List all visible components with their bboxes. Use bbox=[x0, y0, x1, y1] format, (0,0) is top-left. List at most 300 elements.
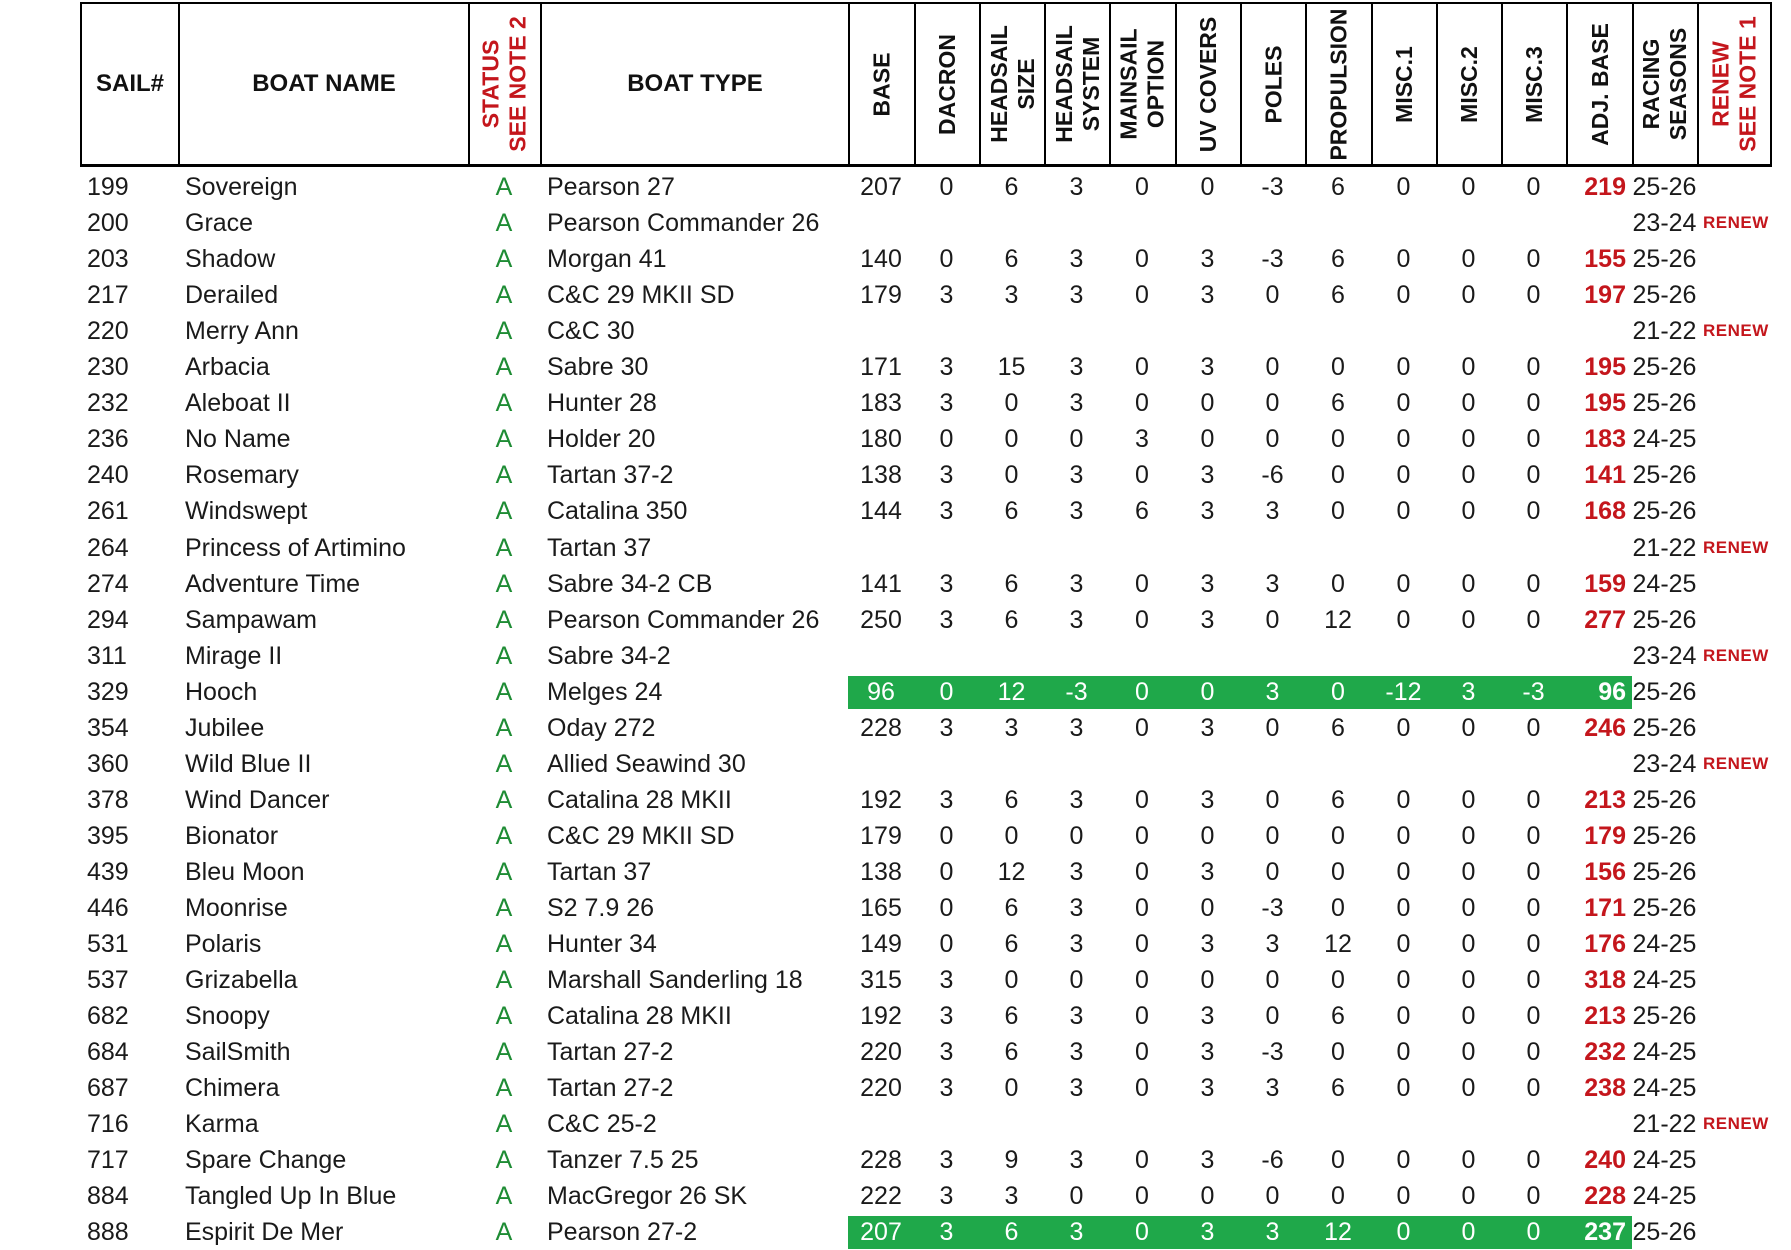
headsail-size-value: 6 bbox=[1004, 785, 1019, 814]
mainsail-option-value: 0 bbox=[1135, 1182, 1149, 1211]
header-renew-line1: RENEW bbox=[1707, 41, 1734, 127]
headsail-size-value: 6 bbox=[1004, 569, 1019, 598]
status-code: A bbox=[495, 605, 513, 634]
table-row bbox=[80, 1106, 1791, 1142]
poles-value: 0 bbox=[1265, 605, 1280, 634]
headsail-system-value bbox=[1044, 638, 1109, 674]
misc1-value: -12 bbox=[1385, 677, 1422, 706]
propulsion-value bbox=[1305, 1106, 1371, 1142]
adj-base-value: 195 bbox=[1584, 389, 1626, 418]
headsail-system-value: 3 bbox=[1069, 173, 1084, 201]
sail-number: 684 bbox=[87, 1038, 129, 1067]
boat-type: Tanzer 7.5 25 bbox=[547, 1146, 699, 1175]
header-headsail-system-line2: SYSTEM bbox=[1077, 36, 1104, 132]
header-uv-covers bbox=[1175, 2, 1240, 167]
misc2-value: 3 bbox=[1461, 677, 1476, 706]
adj-base-value bbox=[1566, 1106, 1632, 1142]
poles-value: 3 bbox=[1265, 930, 1280, 959]
table-row bbox=[80, 638, 1791, 674]
base-value: 228 bbox=[860, 1146, 902, 1175]
propulsion-value: 6 bbox=[1331, 713, 1345, 742]
uv-covers-value: 3 bbox=[1200, 1146, 1215, 1175]
uv-covers-value: 0 bbox=[1200, 894, 1215, 922]
adj-base-value: 195 bbox=[1584, 353, 1626, 382]
base-value: 207 bbox=[860, 1218, 902, 1247]
sail-number: 261 bbox=[87, 497, 129, 526]
misc1-value bbox=[1371, 313, 1436, 349]
boat-name: Polaris bbox=[185, 930, 262, 959]
misc1-value: 0 bbox=[1396, 1038, 1411, 1067]
boat-name: Arbacia bbox=[185, 353, 270, 382]
boat-name: Aleboat II bbox=[185, 389, 291, 418]
uv-covers-value: 3 bbox=[1200, 1218, 1215, 1247]
status-code: A bbox=[495, 173, 513, 201]
header-misc3-label: MISC.3 bbox=[1521, 45, 1547, 123]
status-code: A bbox=[495, 1110, 513, 1139]
header-propulsion-label: PROPULSION bbox=[1325, 7, 1352, 161]
header-base bbox=[848, 2, 914, 167]
mainsail-option-value: 0 bbox=[1135, 281, 1149, 310]
misc1-value: 0 bbox=[1396, 425, 1411, 454]
boat-name: Bleu Moon bbox=[185, 857, 305, 886]
mainsail-option-value bbox=[1109, 638, 1175, 674]
table-row bbox=[80, 854, 1791, 890]
mainsail-option-value: 0 bbox=[1135, 1074, 1149, 1103]
uv-covers-value: 3 bbox=[1200, 785, 1215, 814]
base-value: 315 bbox=[860, 966, 902, 995]
misc1-value bbox=[1371, 638, 1436, 674]
boat-type: Tartan 37 bbox=[547, 857, 652, 886]
adj-base-value: 219 bbox=[1584, 173, 1626, 201]
status-code: A bbox=[495, 1218, 513, 1247]
table-row bbox=[80, 962, 1791, 998]
poles-value: -3 bbox=[1261, 173, 1284, 201]
misc3-value: 0 bbox=[1526, 245, 1541, 274]
poles-value: 3 bbox=[1265, 497, 1280, 526]
uv-covers-value: 0 bbox=[1200, 425, 1215, 454]
boat-name: Grizabella bbox=[185, 966, 298, 995]
boat-type: Tartan 27-2 bbox=[547, 1038, 674, 1067]
mainsail-option-value: 0 bbox=[1135, 966, 1149, 995]
mainsail-option-value bbox=[1109, 530, 1175, 566]
base-value bbox=[848, 638, 914, 674]
header-mainsail-option-line2: OPTION bbox=[1143, 39, 1170, 129]
dacron-value bbox=[914, 1106, 979, 1142]
sail-number: 311 bbox=[87, 641, 127, 670]
base-value bbox=[848, 313, 914, 349]
status-code: A bbox=[495, 857, 513, 886]
boat-type: Tartan 37 bbox=[547, 533, 652, 562]
base-value: 171 bbox=[860, 353, 902, 382]
propulsion-value: 0 bbox=[1331, 461, 1345, 490]
headsail-size-value: 0 bbox=[1004, 1074, 1019, 1103]
headsail-system-value: 3 bbox=[1069, 1218, 1084, 1247]
mainsail-option-value: 0 bbox=[1135, 461, 1149, 490]
header-misc2 bbox=[1436, 2, 1501, 167]
misc3-value bbox=[1501, 746, 1566, 782]
mainsail-option-value bbox=[1109, 205, 1175, 241]
adj-base-value: 213 bbox=[1584, 1002, 1626, 1031]
boat-name: Sampawam bbox=[185, 605, 317, 634]
misc1-value: 0 bbox=[1396, 281, 1411, 310]
headsail-size-value: 3 bbox=[1004, 1182, 1019, 1211]
misc1-value: 0 bbox=[1396, 713, 1411, 742]
boat-name: SailSmith bbox=[185, 1038, 291, 1067]
headsail-size-value: 0 bbox=[1004, 461, 1019, 490]
adj-base-value: 156 bbox=[1584, 857, 1626, 886]
racing-season: 24-25 bbox=[1632, 569, 1697, 598]
boat-type: C&C 29 MKII SD bbox=[547, 281, 735, 310]
headsail-size-value: 0 bbox=[1004, 821, 1019, 850]
boat-type: Pearson 27-2 bbox=[547, 1218, 698, 1247]
headsail-size-value: 6 bbox=[1004, 497, 1019, 526]
table-row bbox=[80, 1178, 1791, 1214]
uv-covers-value bbox=[1175, 530, 1240, 566]
status-code: A bbox=[495, 749, 513, 778]
uv-covers-value: 3 bbox=[1200, 281, 1215, 310]
phrf-rating-sheet bbox=[80, 0, 1791, 1249]
adj-base-value: 197 bbox=[1584, 281, 1626, 310]
mainsail-option-value: 0 bbox=[1135, 857, 1149, 886]
propulsion-value: 6 bbox=[1331, 1002, 1345, 1031]
misc2-value: 0 bbox=[1461, 281, 1476, 310]
renew-flag bbox=[1697, 385, 1791, 421]
misc3-value: 0 bbox=[1526, 569, 1541, 598]
poles-value: 0 bbox=[1265, 1002, 1280, 1031]
misc2-value: 0 bbox=[1461, 1182, 1476, 1211]
renew-flag: RENEW bbox=[1703, 213, 1769, 233]
racing-season: 24-25 bbox=[1632, 966, 1697, 995]
renew-flag: RENEW bbox=[1703, 321, 1769, 341]
propulsion-value bbox=[1305, 746, 1371, 782]
boat-type: C&C 25-2 bbox=[547, 1110, 657, 1139]
boat-name: Merry Ann bbox=[185, 317, 299, 346]
header-sail-label: SAIL# bbox=[95, 70, 164, 97]
racing-season: 25-26 bbox=[1632, 857, 1697, 886]
uv-covers-value bbox=[1175, 313, 1240, 349]
renew-flag bbox=[1697, 566, 1791, 602]
header-dacron bbox=[914, 2, 979, 167]
headsail-system-value: 3 bbox=[1069, 245, 1084, 274]
base-value: 179 bbox=[860, 821, 902, 850]
uv-covers-value: 0 bbox=[1200, 1182, 1215, 1211]
status-code: A bbox=[495, 1038, 513, 1067]
headsail-system-value: 3 bbox=[1069, 785, 1084, 814]
status-code: A bbox=[495, 1074, 513, 1103]
header-mainsail-option-line1: MAINSAIL bbox=[1116, 28, 1143, 140]
misc1-value: 0 bbox=[1396, 821, 1411, 850]
boat-name: Chimera bbox=[185, 1074, 280, 1103]
propulsion-value: 0 bbox=[1331, 894, 1345, 922]
boat-name: Moonrise bbox=[185, 894, 288, 922]
renew-flag bbox=[1697, 457, 1791, 493]
dacron-value: 0 bbox=[939, 677, 954, 706]
sail-number: 378 bbox=[87, 785, 129, 814]
misc1-value: 0 bbox=[1396, 245, 1411, 274]
misc1-value: 0 bbox=[1396, 605, 1411, 634]
header-dacron-label: DACRON bbox=[934, 33, 961, 135]
renew-flag bbox=[1697, 602, 1791, 638]
boat-type: Melges 24 bbox=[547, 677, 663, 706]
headsail-size-value: 9 bbox=[1004, 1146, 1019, 1175]
headsail-system-value: 3 bbox=[1069, 1002, 1084, 1031]
boat-name: Sovereign bbox=[185, 173, 298, 201]
sail-number: 294 bbox=[87, 605, 129, 634]
adj-base-value: 168 bbox=[1584, 497, 1626, 526]
misc3-value: 0 bbox=[1526, 353, 1541, 382]
headsail-size-value: 6 bbox=[1004, 245, 1019, 274]
base-value: 179 bbox=[860, 281, 902, 310]
header-headsail-size bbox=[979, 2, 1044, 167]
dacron-value: 3 bbox=[939, 497, 954, 526]
table-row bbox=[80, 890, 1791, 926]
poles-value bbox=[1240, 746, 1305, 782]
sail-number: 200 bbox=[87, 209, 129, 238]
header-adj-base bbox=[1566, 2, 1632, 167]
mainsail-option-value: 0 bbox=[1135, 821, 1149, 850]
base-value: 141 bbox=[860, 569, 902, 598]
misc3-value: 0 bbox=[1526, 857, 1541, 886]
base-value: 222 bbox=[860, 1182, 902, 1211]
misc2-value: 0 bbox=[1461, 966, 1476, 995]
uv-covers-value: 0 bbox=[1200, 173, 1215, 201]
headsail-size-value: 6 bbox=[1004, 605, 1019, 634]
dacron-value: 0 bbox=[939, 425, 954, 454]
adj-base-value: 318 bbox=[1584, 966, 1626, 995]
boat-type: Sabre 34-2 bbox=[547, 641, 671, 670]
misc3-value: 0 bbox=[1526, 425, 1541, 454]
misc3-value: 0 bbox=[1526, 605, 1541, 634]
uv-covers-value: 3 bbox=[1200, 245, 1215, 274]
misc2-value: 0 bbox=[1461, 1002, 1476, 1031]
racing-season: 25-26 bbox=[1632, 785, 1697, 814]
renew-flag bbox=[1697, 710, 1791, 746]
mainsail-option-value: 0 bbox=[1135, 1038, 1149, 1067]
propulsion-value: 0 bbox=[1331, 821, 1345, 850]
renew-flag bbox=[1697, 349, 1791, 385]
sail-number: 682 bbox=[87, 1002, 129, 1031]
renew-flag: RENEW bbox=[1703, 645, 1769, 665]
racing-season: 24-25 bbox=[1632, 930, 1697, 959]
boat-type: Holder 20 bbox=[547, 425, 656, 454]
misc3-value bbox=[1501, 638, 1566, 674]
sail-number: 240 bbox=[87, 461, 129, 490]
propulsion-value: 6 bbox=[1331, 173, 1345, 201]
misc2-value: 0 bbox=[1461, 930, 1476, 959]
racing-season: 25-26 bbox=[1632, 497, 1697, 526]
headsail-system-value: 3 bbox=[1069, 857, 1084, 886]
header-poles bbox=[1240, 2, 1305, 167]
propulsion-value: 0 bbox=[1331, 677, 1345, 706]
table-row bbox=[80, 1214, 1791, 1250]
misc2-value: 0 bbox=[1461, 605, 1476, 634]
table-row bbox=[80, 349, 1791, 385]
boat-type: Tartan 37-2 bbox=[547, 461, 674, 490]
mainsail-option-value: 0 bbox=[1135, 569, 1149, 598]
headsail-size-value: 6 bbox=[1004, 930, 1019, 959]
renew-flag: RENEW bbox=[1703, 1114, 1769, 1134]
header-boat-type bbox=[540, 2, 848, 167]
headsail-system-value bbox=[1044, 313, 1109, 349]
propulsion-value: 0 bbox=[1331, 966, 1345, 995]
boat-name: Grace bbox=[185, 209, 254, 238]
renew-flag bbox=[1697, 926, 1791, 962]
headsail-system-value: 3 bbox=[1069, 894, 1084, 922]
sail-number: 264 bbox=[87, 533, 129, 562]
boat-type: Oday 272 bbox=[547, 713, 656, 742]
boat-type: Hunter 28 bbox=[547, 389, 657, 418]
header-misc1-label: MISC.1 bbox=[1391, 45, 1417, 123]
dacron-value bbox=[914, 530, 979, 566]
table-row bbox=[80, 530, 1791, 566]
status-code: A bbox=[495, 785, 513, 814]
headsail-system-value bbox=[1044, 530, 1109, 566]
status-code: A bbox=[495, 1182, 513, 1211]
table-row bbox=[80, 493, 1791, 529]
adj-base-value: 96 bbox=[1598, 677, 1626, 706]
dacron-value: 0 bbox=[939, 821, 954, 850]
uv-covers-value: 3 bbox=[1200, 857, 1215, 886]
table-row bbox=[80, 782, 1791, 818]
headsail-system-value: 3 bbox=[1069, 930, 1084, 959]
misc3-value: 0 bbox=[1526, 930, 1541, 959]
renew-flag bbox=[1697, 1070, 1791, 1106]
adj-base-value: 179 bbox=[1584, 821, 1626, 850]
renew-flag bbox=[1697, 890, 1791, 926]
headsail-system-value: 3 bbox=[1069, 569, 1084, 598]
misc2-value: 0 bbox=[1461, 569, 1476, 598]
mainsail-option-value bbox=[1109, 313, 1175, 349]
header-racing-seasons bbox=[1632, 2, 1697, 167]
misc3-value: 0 bbox=[1526, 461, 1541, 490]
dacron-value: 3 bbox=[939, 785, 954, 814]
headsail-size-value: 6 bbox=[1004, 1218, 1019, 1247]
status-code: A bbox=[495, 641, 513, 670]
sail-number: 274 bbox=[87, 569, 129, 598]
adj-base-value: 228 bbox=[1584, 1182, 1626, 1211]
misc1-value: 0 bbox=[1396, 1146, 1411, 1175]
status-code: A bbox=[495, 281, 513, 310]
table-row bbox=[80, 421, 1791, 457]
sail-number: 360 bbox=[87, 749, 129, 778]
propulsion-value: 0 bbox=[1331, 1182, 1345, 1211]
headsail-size-value: 6 bbox=[1004, 1002, 1019, 1031]
boat-type: S2 7.9 26 bbox=[547, 894, 655, 922]
misc3-value bbox=[1501, 530, 1566, 566]
boat-name: Princess of Artimino bbox=[185, 533, 406, 562]
racing-season: 23-24 bbox=[1632, 749, 1697, 778]
racing-season: 25-26 bbox=[1632, 245, 1697, 274]
boat-name: Hooch bbox=[185, 677, 258, 706]
mainsail-option-value: 0 bbox=[1135, 389, 1149, 418]
boat-name: Wind Dancer bbox=[185, 785, 330, 814]
status-code: A bbox=[495, 533, 513, 562]
headsail-system-value: 3 bbox=[1069, 713, 1084, 742]
headsail-system-value: 0 bbox=[1069, 821, 1084, 850]
misc1-value: 0 bbox=[1396, 1218, 1411, 1247]
headsail-system-value: 3 bbox=[1069, 353, 1084, 382]
misc3-value bbox=[1501, 205, 1566, 241]
boat-type: MacGregor 26 SK bbox=[547, 1182, 748, 1211]
poles-value: 0 bbox=[1265, 821, 1280, 850]
header-base-label: BASE bbox=[868, 52, 895, 116]
base-value: 165 bbox=[860, 894, 902, 922]
boat-name: Adventure Time bbox=[185, 569, 361, 598]
uv-covers-value: 3 bbox=[1200, 353, 1215, 382]
poles-value bbox=[1240, 530, 1305, 566]
sail-number: 717 bbox=[87, 1146, 129, 1175]
poles-value: -3 bbox=[1261, 1038, 1284, 1067]
header-boat-name bbox=[178, 2, 468, 167]
renew-flag bbox=[1697, 241, 1791, 277]
mainsail-option-value: 0 bbox=[1135, 245, 1149, 274]
table-row bbox=[80, 926, 1791, 962]
adj-base-value bbox=[1566, 530, 1632, 566]
mainsail-option-value: 0 bbox=[1135, 1002, 1149, 1031]
misc2-value: 0 bbox=[1461, 461, 1476, 490]
mainsail-option-value: 0 bbox=[1135, 173, 1149, 201]
sail-number: 446 bbox=[87, 894, 129, 922]
boat-name: Windswept bbox=[185, 497, 308, 526]
dacron-value bbox=[914, 313, 979, 349]
table-row bbox=[80, 277, 1791, 313]
headsail-size-value: 12 bbox=[997, 677, 1026, 706]
mainsail-option-value: 0 bbox=[1135, 1146, 1149, 1175]
table-row bbox=[80, 313, 1791, 349]
racing-season: 23-24 bbox=[1632, 209, 1697, 238]
base-value: 140 bbox=[860, 245, 902, 274]
sail-number: 199 bbox=[87, 173, 129, 201]
headsail-size-value bbox=[979, 205, 1044, 241]
renew-flag bbox=[1697, 493, 1791, 529]
header-misc1 bbox=[1371, 2, 1436, 167]
misc1-value bbox=[1371, 746, 1436, 782]
status-code: A bbox=[495, 677, 513, 706]
header-status-line1: STATUS bbox=[478, 39, 505, 129]
misc1-value: 0 bbox=[1396, 353, 1411, 382]
dacron-value: 3 bbox=[939, 605, 954, 634]
header-misc2-label: MISC.2 bbox=[1456, 45, 1482, 123]
adj-base-value: 277 bbox=[1584, 605, 1626, 634]
dacron-value: 3 bbox=[939, 1002, 954, 1031]
headsail-size-value: 6 bbox=[1004, 894, 1019, 922]
renew-flag bbox=[1697, 169, 1791, 205]
mainsail-option-value bbox=[1109, 1106, 1175, 1142]
header-racing-seasons-line1: RACING bbox=[1638, 38, 1665, 130]
adj-base-value: 141 bbox=[1584, 461, 1626, 490]
racing-season: 25-26 bbox=[1632, 1218, 1697, 1247]
renew-flag: RENEW bbox=[1703, 753, 1769, 773]
base-value: 220 bbox=[860, 1074, 902, 1103]
boat-type: Allied Seawind 30 bbox=[547, 749, 746, 778]
renew-flag bbox=[1697, 1214, 1791, 1250]
boat-type: Catalina 28 MKII bbox=[547, 785, 732, 814]
sail-number: 220 bbox=[87, 317, 129, 346]
misc2-value: 0 bbox=[1461, 785, 1476, 814]
propulsion-value bbox=[1305, 313, 1371, 349]
status-code: A bbox=[495, 209, 513, 238]
sail-number: 687 bbox=[87, 1074, 129, 1103]
adj-base-value: 176 bbox=[1584, 930, 1626, 959]
adj-base-value: 183 bbox=[1584, 425, 1626, 454]
mainsail-option-value: 0 bbox=[1135, 713, 1149, 742]
boat-name: Derailed bbox=[185, 281, 279, 310]
mainsail-option-value: 0 bbox=[1135, 605, 1149, 634]
sail-number: 395 bbox=[87, 821, 129, 850]
sail-number: 439 bbox=[87, 857, 129, 886]
poles-value bbox=[1240, 205, 1305, 241]
poles-value bbox=[1240, 638, 1305, 674]
